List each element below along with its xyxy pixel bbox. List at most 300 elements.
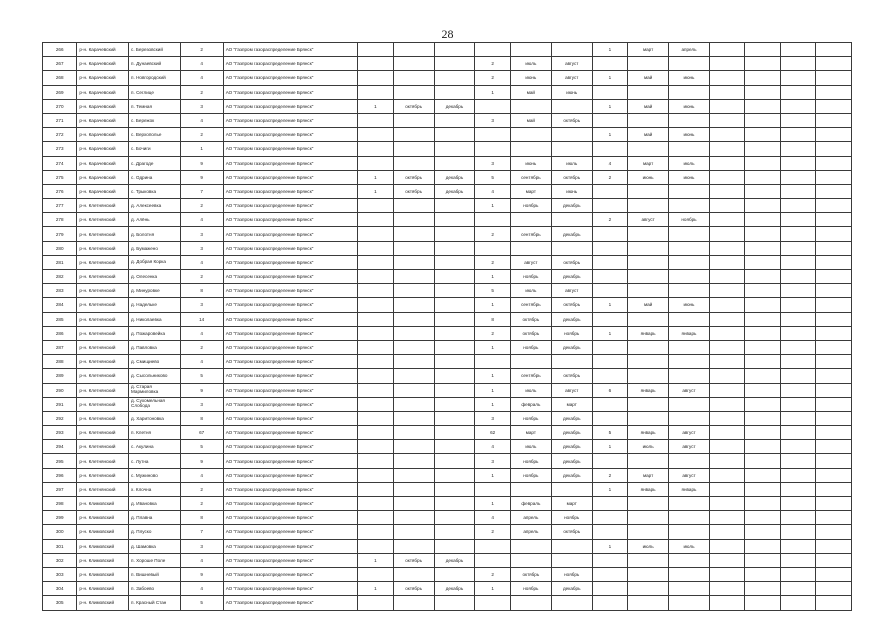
count-cell: 2 <box>180 270 223 284</box>
settlement-cell: п. Красный Стан <box>129 596 181 610</box>
organization-cell: АО "Газпром газораспределение Брянск" <box>223 156 357 170</box>
table-row <box>43 199 852 213</box>
group1-end-cell <box>434 539 475 553</box>
empty-cell <box>709 454 745 468</box>
organization-cell: АО "Газпром газораспределение Брянск" <box>223 397 357 411</box>
empty-cell <box>745 596 781 610</box>
table-row <box>43 326 852 340</box>
district-cell: р-н. Карачевский <box>77 184 129 198</box>
group3-start-cell <box>628 113 669 127</box>
group2-end-cell: декабрь <box>551 199 592 213</box>
group3-count-cell <box>592 199 628 213</box>
group3-count-cell <box>592 312 628 326</box>
group3-start-cell <box>628 255 669 269</box>
group1-count-cell: 1 <box>358 553 394 567</box>
settlement-cell: д. Ивановка <box>129 497 181 511</box>
group3-start-cell <box>628 582 669 596</box>
group1-start-cell <box>393 426 434 440</box>
empty-cell <box>780 184 816 198</box>
district-cell: р-н. Клетнянский <box>77 355 129 369</box>
group3-end-cell <box>669 567 710 581</box>
empty-cell <box>745 128 781 142</box>
empty-cell <box>780 241 816 255</box>
organization-cell: АО "Газпром газораспределение Брянск" <box>223 184 357 198</box>
group1-end-cell <box>434 397 475 411</box>
district-cell: р-н. Клетнянский <box>77 383 129 397</box>
group2-start-cell: ноябрь <box>510 270 551 284</box>
count-cell: 2 <box>180 340 223 354</box>
empty-cell <box>780 298 816 312</box>
district-cell: р-н. Карачевский <box>77 99 129 113</box>
group3-count-cell: 1 <box>592 43 628 57</box>
group3-end-cell <box>669 241 710 255</box>
table-row <box>43 468 852 482</box>
table-body <box>43 43 852 611</box>
group3-count-cell <box>592 227 628 241</box>
group1-end-cell <box>434 525 475 539</box>
group1-count-cell: 1 <box>358 582 394 596</box>
empty-cell <box>816 184 852 198</box>
empty-cell <box>745 99 781 113</box>
group3-count-cell <box>592 113 628 127</box>
group1-start-cell <box>393 255 434 269</box>
count-cell: 9 <box>180 454 223 468</box>
group2-end-cell <box>551 142 592 156</box>
group3-end-cell <box>669 355 710 369</box>
empty-cell <box>709 284 745 298</box>
row-number: 271 <box>43 113 77 127</box>
settlement-cell: с. Верхополье <box>129 128 181 142</box>
group1-end-cell: декабрь <box>434 553 475 567</box>
group2-start-cell: октябрь <box>510 326 551 340</box>
group3-count-cell: 5 <box>592 426 628 440</box>
group2-start-cell: сентябрь <box>510 298 551 312</box>
empty-cell <box>709 582 745 596</box>
group2-count-cell: 4 <box>475 511 511 525</box>
group1-end-cell <box>434 312 475 326</box>
count-cell: 4 <box>180 582 223 596</box>
group3-count-cell: 6 <box>592 383 628 397</box>
group2-end-cell <box>551 128 592 142</box>
group2-start-cell: март <box>510 426 551 440</box>
empty-cell <box>745 241 781 255</box>
group1-count-cell <box>358 113 394 127</box>
count-cell: 2 <box>180 482 223 496</box>
organization-cell: АО "Газпром газораспределение Брянск" <box>223 142 357 156</box>
empty-cell <box>709 142 745 156</box>
group2-count-cell: 1 <box>475 582 511 596</box>
row-number: 268 <box>43 71 77 85</box>
empty-cell <box>780 454 816 468</box>
group1-end-cell <box>434 567 475 581</box>
count-cell: 1 <box>180 142 223 156</box>
row-number: 267 <box>43 57 77 71</box>
empty-cell <box>816 71 852 85</box>
table-row <box>43 43 852 57</box>
group3-start-cell: январь <box>628 383 669 397</box>
district-cell: р-н. Клетнянский <box>77 270 129 284</box>
group3-end-cell <box>669 411 710 425</box>
district-cell: р-н. Клетнянский <box>77 369 129 383</box>
settlement-cell: п. Вишневый <box>129 567 181 581</box>
group2-count-cell: 1 <box>475 383 511 397</box>
empty-cell <box>780 326 816 340</box>
group1-end-cell <box>434 482 475 496</box>
group3-start-cell <box>628 270 669 284</box>
empty-cell <box>816 582 852 596</box>
group1-end-cell: декабрь <box>434 170 475 184</box>
group1-count-cell <box>358 596 394 610</box>
group2-start-cell <box>510 142 551 156</box>
organization-cell: АО "Газпром газораспределение Брянск" <box>223 255 357 269</box>
group3-start-cell <box>628 553 669 567</box>
empty-cell <box>745 255 781 269</box>
group3-count-cell <box>592 525 628 539</box>
group2-start-cell: ноябрь <box>510 454 551 468</box>
group2-end-cell: август <box>551 71 592 85</box>
group2-count-cell: 2 <box>475 525 511 539</box>
group2-end-cell: декабрь <box>551 312 592 326</box>
settlement-cell: д. Сухомельная Слобода <box>129 397 181 411</box>
group3-end-cell: июль <box>669 539 710 553</box>
empty-cell <box>816 170 852 184</box>
empty-cell <box>816 213 852 227</box>
empty-cell <box>709 170 745 184</box>
count-cell: 3 <box>180 397 223 411</box>
group1-count-cell <box>358 128 394 142</box>
empty-cell <box>709 355 745 369</box>
district-cell: р-н. Клетнянский <box>77 340 129 354</box>
group2-start-cell: май <box>510 113 551 127</box>
empty-cell <box>816 511 852 525</box>
table-row <box>43 270 852 284</box>
group2-count-cell: 4 <box>475 184 511 198</box>
count-cell: 3 <box>180 539 223 553</box>
group2-start-cell <box>510 213 551 227</box>
count-cell: 4 <box>180 326 223 340</box>
group2-end-cell: октябрь <box>551 298 592 312</box>
group2-start-cell: ноябрь <box>510 199 551 213</box>
organization-cell: АО "Газпром газораспределение Брянск" <box>223 298 357 312</box>
table-row <box>43 128 852 142</box>
group3-start-cell <box>628 199 669 213</box>
empty-cell <box>709 57 745 71</box>
group3-count-cell <box>592 567 628 581</box>
group2-end-cell <box>551 99 592 113</box>
organization-cell: АО "Газпром газораспределение Брянск" <box>223 426 357 440</box>
settlement-cell: п. Забоево <box>129 582 181 596</box>
group2-count-cell: 1 <box>475 85 511 99</box>
settlement-cell: д. Добрая Корка <box>129 255 181 269</box>
group2-count-cell <box>475 213 511 227</box>
group3-end-cell: июнь <box>669 128 710 142</box>
group3-start-cell: март <box>628 43 669 57</box>
settlement-cell: с. Трыковка <box>129 184 181 198</box>
empty-cell <box>780 539 816 553</box>
empty-cell <box>816 482 852 496</box>
empty-cell <box>816 454 852 468</box>
empty-cell <box>816 227 852 241</box>
group1-start-cell <box>393 85 434 99</box>
table-row <box>43 553 852 567</box>
empty-cell <box>780 383 816 397</box>
group2-end-cell: июль <box>551 156 592 170</box>
group1-count-cell <box>358 397 394 411</box>
row-number: 277 <box>43 199 77 213</box>
empty-cell <box>816 57 852 71</box>
empty-cell <box>816 298 852 312</box>
group1-end-cell <box>434 596 475 610</box>
group3-count-cell <box>592 553 628 567</box>
district-cell: р-н. Климовский <box>77 497 129 511</box>
empty-cell <box>816 440 852 454</box>
organization-cell: АО "Газпром газораспределение Брянск" <box>223 411 357 425</box>
empty-cell <box>780 397 816 411</box>
district-cell: р-н. Климовский <box>77 582 129 596</box>
empty-cell <box>709 184 745 198</box>
group1-count-cell <box>358 284 394 298</box>
group3-end-cell <box>669 142 710 156</box>
group3-end-cell: август <box>669 426 710 440</box>
empty-cell <box>780 156 816 170</box>
empty-cell <box>745 482 781 496</box>
group1-count-cell <box>358 539 394 553</box>
group2-end-cell <box>551 553 592 567</box>
group3-count-cell: 4 <box>592 156 628 170</box>
group1-start-cell <box>393 312 434 326</box>
table-row <box>43 99 852 113</box>
empty-cell <box>709 156 745 170</box>
group2-start-cell <box>510 539 551 553</box>
empty-cell <box>816 142 852 156</box>
row-number: 301 <box>43 539 77 553</box>
count-cell: 9 <box>180 567 223 581</box>
empty-cell <box>816 525 852 539</box>
group1-start-cell <box>393 213 434 227</box>
group2-end-cell: август <box>551 57 592 71</box>
group3-end-cell <box>669 397 710 411</box>
empty-cell <box>745 454 781 468</box>
group3-start-cell <box>628 369 669 383</box>
empty-cell <box>780 596 816 610</box>
district-cell: р-н. Клетнянский <box>77 440 129 454</box>
empty-cell <box>709 227 745 241</box>
group2-start-cell: сентябрь <box>510 369 551 383</box>
table-row <box>43 383 852 397</box>
organization-cell: АО "Газпром газораспределение Брянск" <box>223 170 357 184</box>
group2-count-cell: 62 <box>475 426 511 440</box>
empty-cell <box>709 426 745 440</box>
group3-count-cell: 2 <box>592 468 628 482</box>
district-cell: р-н. Карачевский <box>77 128 129 142</box>
group2-end-cell <box>551 213 592 227</box>
empty-cell <box>780 553 816 567</box>
group3-start-cell <box>628 596 669 610</box>
empty-cell <box>709 383 745 397</box>
group3-count-cell: 1 <box>592 99 628 113</box>
group1-start-cell <box>393 57 434 71</box>
group1-start-cell <box>393 71 434 85</box>
settlement-cell: д. Николаевка <box>129 312 181 326</box>
group1-start-cell <box>393 298 434 312</box>
group1-count-cell <box>358 142 394 156</box>
district-cell: р-н. Клетнянский <box>77 411 129 425</box>
group3-start-cell: июль <box>628 440 669 454</box>
group3-end-cell: июнь <box>669 170 710 184</box>
group1-count-cell <box>358 426 394 440</box>
group2-start-cell: май <box>510 85 551 99</box>
group1-start-cell <box>393 340 434 354</box>
table-row <box>43 539 852 553</box>
empty-cell <box>745 43 781 57</box>
district-cell: р-н. Климовский <box>77 553 129 567</box>
empty-cell <box>709 43 745 57</box>
empty-cell <box>709 468 745 482</box>
empty-cell <box>745 213 781 227</box>
group1-count-cell <box>358 270 394 284</box>
empty-cell <box>780 482 816 496</box>
empty-cell <box>780 255 816 269</box>
group1-start-cell <box>393 113 434 127</box>
empty-cell <box>816 567 852 581</box>
count-cell: 3 <box>180 298 223 312</box>
district-cell: р-н. Клетнянский <box>77 397 129 411</box>
group1-end-cell: декабрь <box>434 582 475 596</box>
settlement-cell: д. Минуровке <box>129 284 181 298</box>
empty-cell <box>816 312 852 326</box>
empty-cell <box>780 270 816 284</box>
group1-start-cell <box>393 128 434 142</box>
empty-cell <box>816 99 852 113</box>
settlement-cell: д. Алексеевка <box>129 199 181 213</box>
count-cell: 8 <box>180 284 223 298</box>
empty-cell <box>816 497 852 511</box>
organization-cell: АО "Газпром газораспределение Брянск" <box>223 227 357 241</box>
group3-start-cell <box>628 454 669 468</box>
group3-count-cell <box>592 596 628 610</box>
group1-count-cell <box>358 156 394 170</box>
group1-start-cell <box>393 497 434 511</box>
district-cell: р-н. Клетнянский <box>77 298 129 312</box>
group2-count-cell: 1 <box>475 199 511 213</box>
group2-end-cell: ноябрь <box>551 511 592 525</box>
empty-cell <box>745 553 781 567</box>
group1-end-cell <box>434 440 475 454</box>
empty-cell <box>709 113 745 127</box>
group2-start-cell: июль <box>510 284 551 298</box>
empty-cell <box>745 85 781 99</box>
district-cell: р-н. Клетнянский <box>77 284 129 298</box>
group3-start-cell: март <box>628 156 669 170</box>
row-number: 296 <box>43 468 77 482</box>
row-number: 272 <box>43 128 77 142</box>
row-number: 305 <box>43 596 77 610</box>
organization-cell: АО "Газпром газораспределение Брянск" <box>223 128 357 142</box>
empty-cell <box>745 539 781 553</box>
group1-start-cell <box>393 383 434 397</box>
group1-count-cell <box>358 567 394 581</box>
group3-end-cell <box>669 454 710 468</box>
empty-cell <box>780 142 816 156</box>
group1-end-cell <box>434 85 475 99</box>
organization-cell: АО "Газпром газораспределение Брянск" <box>223 539 357 553</box>
empty-cell <box>709 596 745 610</box>
group3-start-cell: январь <box>628 326 669 340</box>
empty-cell <box>709 99 745 113</box>
group1-start-cell: октябрь <box>393 582 434 596</box>
table-row <box>43 497 852 511</box>
group2-count-cell: 1 <box>475 397 511 411</box>
page-number: 28 <box>441 27 454 41</box>
table-row <box>43 397 852 411</box>
empty-cell <box>745 426 781 440</box>
group2-start-cell: октябрь <box>510 567 551 581</box>
district-cell: р-н. Климовский <box>77 596 129 610</box>
district-cell: р-н. Клетнянский <box>77 468 129 482</box>
group3-end-cell: июнь <box>669 298 710 312</box>
group3-count-cell: 1 <box>592 128 628 142</box>
empty-cell <box>780 213 816 227</box>
row-number: 299 <box>43 511 77 525</box>
group3-count-cell: 2 <box>592 170 628 184</box>
empty-cell <box>816 369 852 383</box>
settlement-cell: с. Березовский <box>129 43 181 57</box>
empty-cell <box>709 128 745 142</box>
row-number: 275 <box>43 170 77 184</box>
table-row <box>43 369 852 383</box>
table-row <box>43 284 852 298</box>
group3-start-cell <box>628 57 669 71</box>
count-cell: 2 <box>180 85 223 99</box>
empty-cell <box>745 312 781 326</box>
group3-count-cell <box>592 511 628 525</box>
group3-end-cell <box>669 113 710 127</box>
empty-cell <box>780 43 816 57</box>
group1-end-cell <box>434 326 475 340</box>
group3-count-cell: 1 <box>592 326 628 340</box>
table-row <box>43 525 852 539</box>
empty-cell <box>745 397 781 411</box>
group1-end-cell <box>434 468 475 482</box>
count-cell: 4 <box>180 71 223 85</box>
group2-count-cell: 3 <box>475 411 511 425</box>
empty-cell <box>816 199 852 213</box>
group3-start-cell <box>628 340 669 354</box>
organization-cell: АО "Газпром газораспределение Брянск" <box>223 312 357 326</box>
empty-cell <box>745 142 781 156</box>
group3-count-cell <box>592 497 628 511</box>
group3-end-cell <box>669 312 710 326</box>
group2-count-cell: 5 <box>475 170 511 184</box>
organization-cell: АО "Газпром газораспределение Брянск" <box>223 43 357 57</box>
row-number: 304 <box>43 582 77 596</box>
group1-count-cell <box>358 369 394 383</box>
empty-cell <box>780 355 816 369</box>
empty-cell <box>780 71 816 85</box>
row-number: 300 <box>43 525 77 539</box>
group1-count-cell <box>358 383 394 397</box>
empty-cell <box>709 241 745 255</box>
empty-cell <box>745 227 781 241</box>
group2-count-cell <box>475 241 511 255</box>
empty-cell <box>745 156 781 170</box>
settlement-cell: д. Плавна <box>129 511 181 525</box>
settlement-cell: с. Мужиново <box>129 468 181 482</box>
district-cell: р-н. Климовский <box>77 511 129 525</box>
empty-cell <box>780 525 816 539</box>
group3-start-cell <box>628 284 669 298</box>
table-row <box>43 511 852 525</box>
